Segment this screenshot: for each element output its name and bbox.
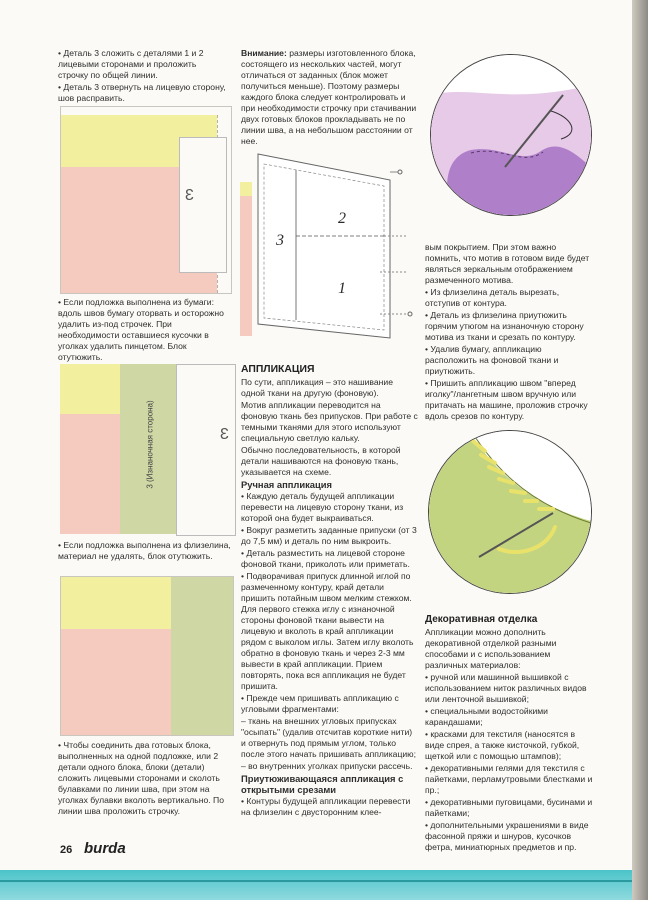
manual-applique-title: Ручная аппликация (241, 479, 333, 490)
block-diagram (240, 152, 420, 348)
bottom-band (0, 870, 632, 900)
figure-block-2 (60, 356, 236, 534)
decorative-section: Декоративная отделка Аппликации можно дополнить декоративной отделкой разными способами и с использованием различных материалов: • ручной или машинной вышивкой с использованием ниток различных видов или ленточной вышивкой; • специальными водостойкими карандашами; • красками для текстиля (наносятся в виде спрея, а также кисточкой, губкой, щеткой или с помощью штампов); • декоративными гелями для текстиля с пайетками, перламутровыми блестками и пр.; • декоративными пуговицами, бусинами и пайетками; • дополнительными украшениями в виде фасонной пряжи и шнуров, кусочков фетра, миниатюрных предметов и пр. (425, 614, 593, 852)
figure-block-1 (60, 106, 232, 294)
figure-2-label: 3 (220, 426, 229, 443)
stitch-illustration-2 (428, 430, 592, 594)
paper-note: • Если подложка выполнена из бумаги: вдоль швов бумагу оторвать и осторожно удалить из-под строчек. При необходимости оставшиеся кусочки в уголках удалить пинцетом. Блок отутюжить. (58, 297, 224, 362)
diagram-label-3: 3 (276, 232, 284, 249)
figure-block-3 (60, 576, 234, 736)
diagram-label-2: 2 (338, 210, 346, 227)
col3-cont: вым покрытием. При этом важно помнить, что мотив в готовом виде будет являться зеркальным отображением размеченного мотива. • Из флизелина деталь вырезать, отступив от контура. • Деталь из флизелина приутюжить горячим утюгом на изнаночную сторону мотива из ткани и срезать по контуру. • Удалив бумагу, аппликацию расположить на фоновой ткани и приутюжить. • Пришить аппликацию швом "вперед иголку"/лангетным швом вручную или притачать на машине, проложив строчку вдоль срезов по контуру. (425, 242, 590, 421)
page-number: 26 (60, 844, 73, 856)
figure-2-side-label: 3 (Изнаночная сторона) (145, 400, 155, 489)
brand-logo: burda (84, 840, 126, 857)
stitch-illustration-1 (430, 54, 592, 216)
fleece-note: • Если подложка выполнена из флизелина, материал не удалять, блок отутюжить. (58, 540, 231, 561)
fused-applique-title: Приутюживающаяся аппликация с открытыми срезами (241, 773, 404, 795)
figure-1-label: 3 (185, 187, 194, 204)
decorative-title: Декоративная отделка (425, 614, 538, 625)
page-edge-shadow (632, 0, 648, 900)
diagram-label-1: 1 (338, 280, 346, 297)
applique-section: АППЛИКАЦИЯ По сути, аппликация – это нашивание одной ткани на другую (фоновую). Мотив аппликации переводится на фоновую ткань без припусков. При работе с темными тканями для этого используют специальную светлую кальку. Обычно последовательность, в которой детали нашиваются на фоновую ткань, указывается на схеме. Ручная аппликация • Каждую деталь будущей аппликации перевести на лицевую сторону ткани, из которой она будет выкраиваться. • Вокруг разметить заданные припуски (от 3 до 7,5 мм) и деталь по ним выкроить. • Деталь разместить на лицевой стороне фоновой ткани, приколоть или приметать. • Подворачивая припуск длинной иглой по размеченному контуру, край детали пришить потайным швом мелким стежком. Для первого стежка иглу с изнаночной стороны фоновой ткани вывести на лицевую и вколоть в край аппликации рядом с выколом иглы. Затем иглу вколоть обратно в фоновую ткань и через 2-3 мм вывести в край аппликации. Прием повторять, пока вся аппликация не будет пришита. • Прежде чем пришивать аппликацию с угловыми фрагментами: – ткань на внешних угловых припусках "осыпать" (удалив отсчитав короткие нити) и отвернуть под прямым углом, только после этого начать пришивать аппликацию; – во внутренних уголках припуски рассечь. Приутюживающаяся аппликация с открытыми срезами • Контуры будущей аппликации перевести на флизелин с двусторонним клее- (241, 364, 418, 817)
applique-title: АППЛИКАЦИЯ (241, 364, 315, 375)
col1-step-a: • Деталь 3 сложить с деталями 1 и 2 лицевыми сторонами и проложить строчку по общей линии. • Деталь 3 отвернуть на лицевую сторону, шов расправить. (58, 48, 226, 103)
join-note: • Чтобы соединить два готовых блока, выполненных на одной подложке, или 2 детали одного блока, блоки (детали) сложить лицевыми сторонами и сколоть булавками по линии шва, при этом на уголках булавки вколоть вертикально. По линии шва проложить строчку. (58, 740, 224, 816)
warning-note: Внимание: размеры изготовленного блока, состоящего из нескольких частей, могут отличаться от заданных (блок может получиться меньше). Поэтому размеры каждого блока следует контролировать и при необходимости строчку при стачивании двух готовых блоков прокладывать не по линии шва, а на небольшом расстоянии от нее. (241, 48, 417, 146)
